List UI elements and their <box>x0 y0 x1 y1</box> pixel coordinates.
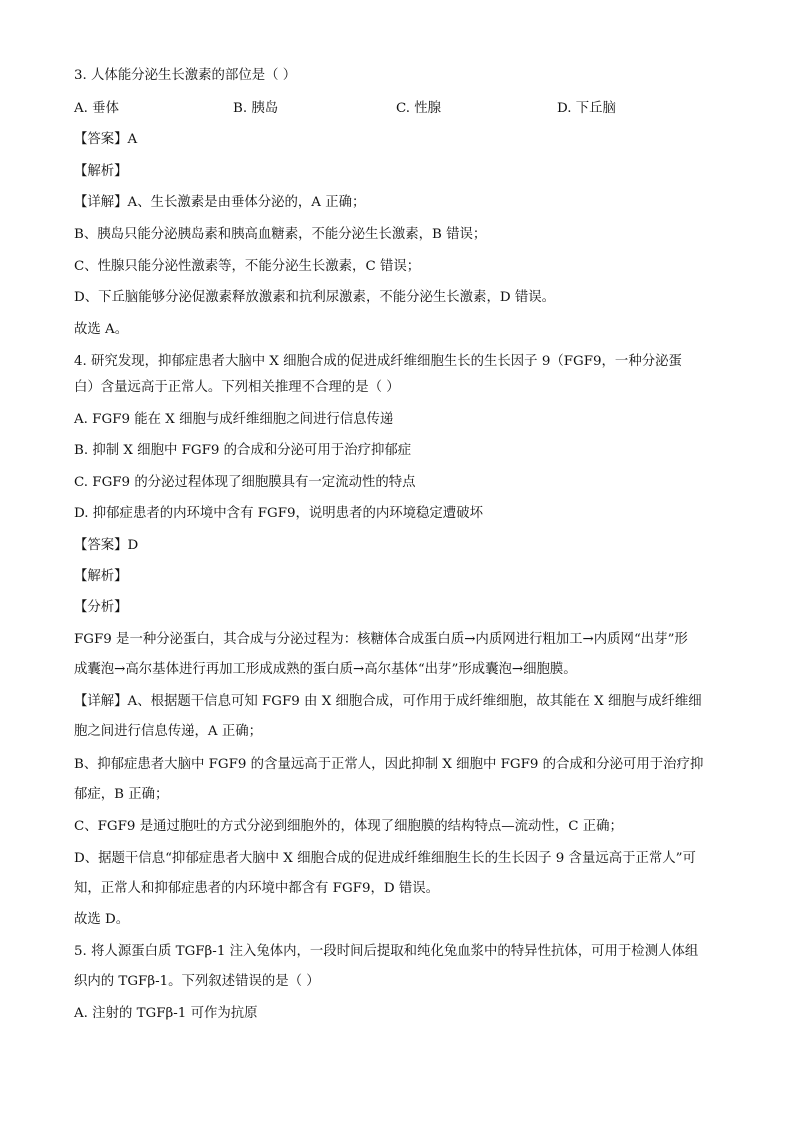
q3-conclusion: 故选 A。 <box>74 322 129 337</box>
q3-analysis-heading: 【解析】 <box>74 164 128 179</box>
q5-stem-line: 织内的 TGFβ-1。下列叙述错误的是（ ） <box>74 974 320 989</box>
q3-detail-line: B、胰岛只能分泌胰岛素和胰高血糖素，不能分泌生长激素，B 错误； <box>74 227 487 242</box>
q3-option-b: B. 胰岛 <box>233 101 279 116</box>
q3-detail-line: 【详解】A、生长激素是由垂体分泌的，A 正确； <box>74 195 366 210</box>
q4-detail-line: B、抑郁症患者大脑中 FGF9 的含量远高于正常人，因此抑制 X 细胞中 FGF9 的合成和分泌可用于治疗抑 <box>74 757 704 772</box>
q4-option-c: C. FGF9 的分泌过程体现了细胞膜具有一定流动性的特点 <box>74 475 416 490</box>
q4-option-d: D. 抑郁症患者的内环境中含有 FGF9，说明患者的内环境稳定遭破坏 <box>74 506 483 521</box>
q3-option-a: A. 垂体 <box>74 101 119 116</box>
q4-detail-line: 胞之间进行信息传递，A 正确； <box>74 724 263 739</box>
q5-stem-line: 5. 将人源蛋白质 TGFβ-1 注入兔体内，一段时间后提取和纯化兔血浆中的特异性抗体，可用于检测人体组 <box>74 944 699 959</box>
q4-stem-line: 白）含量远高于正常人。下列相关推理不合理的是（ ） <box>74 380 400 395</box>
q4-stem-line: 4. 研究发现，抑郁症患者大脑中 X 细胞合成的促进成纤维细胞生长的生长因子 9（FGF9，一种分泌蛋 <box>74 354 682 369</box>
q4-detail-line: 郁症，B 正确； <box>74 787 169 802</box>
q3-detail-line: D、下丘脑能够分泌促激素释放激素和抗利尿激素，不能分泌生长激素，D 错误。 <box>74 290 556 305</box>
q4-detail-line: D、据题干信息“抑郁症患者大脑中 X 细胞合成的促进成纤维细胞生长的生长因子 9 含量远高于正常人”可 <box>74 851 696 866</box>
q4-detail-line: 【详解】A、根据题干信息可知 FGF9 由 X 细胞合成，可作用于成纤维细胞，故其能在 X 细胞与成纤维细 <box>74 694 702 709</box>
q4-detail-line: 知，正常人和抑郁症患者的内环境中都含有 FGF9，D 错误。 <box>74 881 440 896</box>
q3-option-c: C. 性腺 <box>396 101 442 116</box>
q4-option-b: B. 抑制 X 细胞中 FGF9 的合成和分泌可用于治疗抑郁症 <box>74 443 412 458</box>
q3-option-d: D. 下丘脑 <box>557 101 616 116</box>
q4-option-a: A. FGF9 能在 X 细胞与成纤维细胞之间进行信息传递 <box>74 412 394 427</box>
q4-analysis-line: FGF9 是一种分泌蛋白，其合成与分泌过程为：核糖体合成蛋白质→内质网进行粗加工→内质网“出芽”形 <box>74 632 688 647</box>
q5-option-a: A. 注射的 TGFβ-1 可作为抗原 <box>74 1006 258 1021</box>
q4-detail-line: C、FGF9 是通过胞吐的方式分泌到细胞外的，体现了细胞膜的结构特点—流动性，C 正确； <box>74 819 623 834</box>
q4-answer: 【答案】D <box>74 538 139 553</box>
q3-answer: 【答案】A <box>74 132 138 147</box>
q3-detail-line: C、性腺只能分泌性激素等，不能分泌生长激素，C 错误； <box>74 259 421 274</box>
q3-stem: 3. 人体能分泌生长激素的部位是（ ） <box>74 68 297 83</box>
q4-analysis-line: 成囊泡→高尔基体进行再加工形成成熟的蛋白质→高尔基体“出芽”形成囊泡→细胞膜。 <box>74 662 577 677</box>
q4-analysis-heading: 【解析】 <box>74 569 128 584</box>
q4-conclusion: 故选 D。 <box>74 912 130 927</box>
q4-analysis-subheading: 【分析】 <box>74 600 128 615</box>
